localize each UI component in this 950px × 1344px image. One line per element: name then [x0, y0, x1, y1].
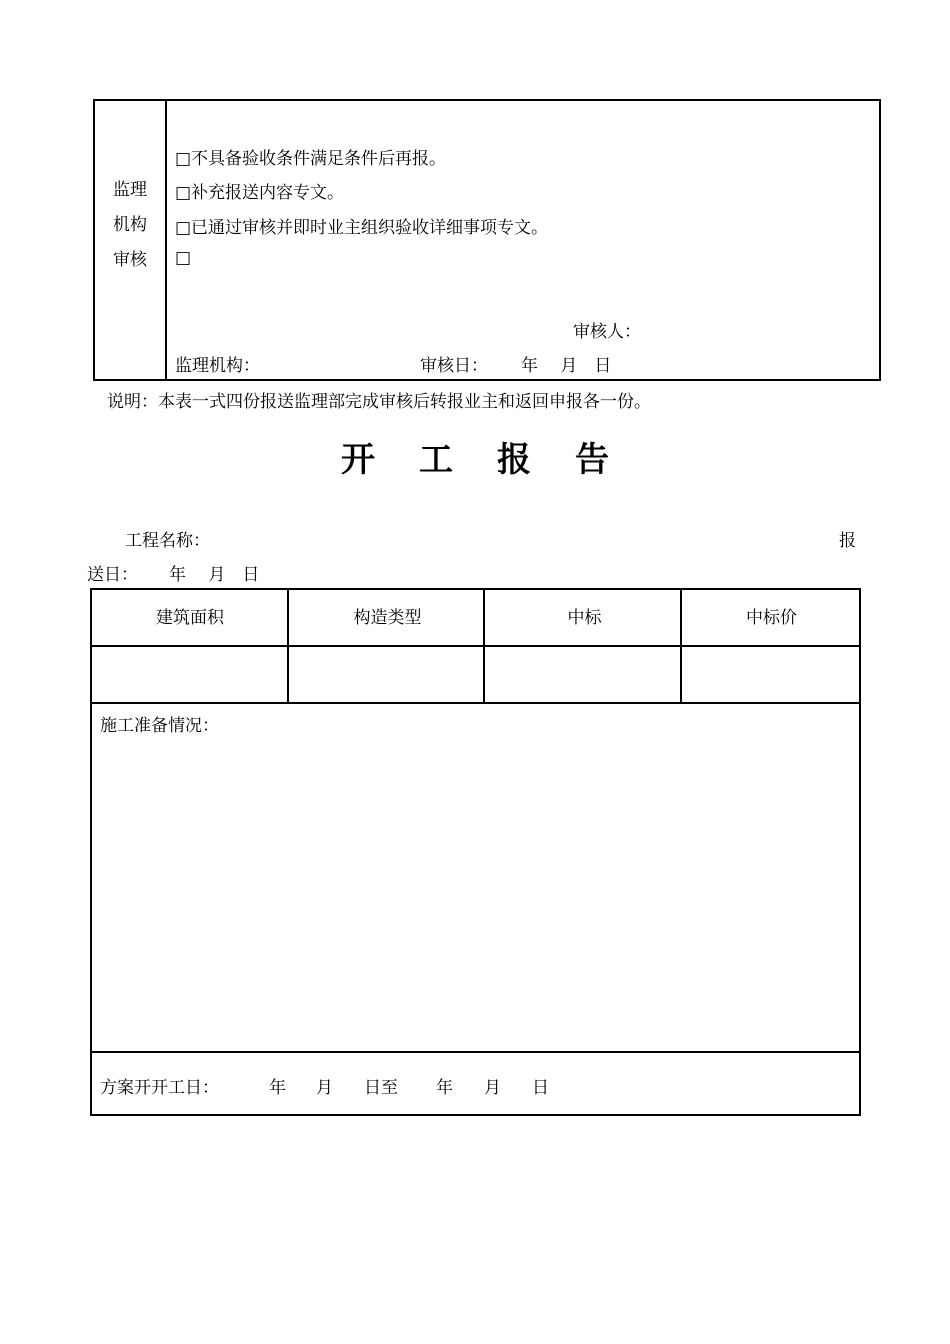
bid-price-value-cell[interactable] [684, 647, 859, 702]
table-row-divider [92, 645, 859, 647]
review-option-approved[interactable]: □已通过审核并即时业主组织验收详细事项专文。 [175, 218, 549, 238]
table-column-divider [483, 590, 485, 702]
review-box [93, 99, 881, 381]
review-divider [165, 101, 167, 379]
submit-label-part1: 报 [839, 531, 856, 551]
review-option-not-ready[interactable]: □不具备验收条件满足条件后再报。 [175, 149, 447, 169]
structure-value-cell[interactable] [290, 647, 485, 702]
review-label-line: 机构 [113, 215, 147, 235]
schedule-unit: 月 [316, 1078, 333, 1098]
review-label-line: 监理 [113, 180, 147, 200]
review-date-label: 审核日： [420, 356, 488, 376]
schedule-unit: 年 [269, 1078, 286, 1098]
schedule-unit: 月 [484, 1078, 501, 1098]
review-label-line: 审核 [113, 250, 147, 270]
prep-label: 施工准备情况： [100, 716, 219, 736]
table-column-divider [287, 590, 289, 702]
prep-content-area[interactable] [96, 730, 856, 1045]
schedule-unit: 日至 [364, 1078, 398, 1098]
schedule-label: 方案开开工日： [100, 1078, 219, 1098]
submit-label-part2: 送日： [87, 565, 138, 585]
column-header-bid: 中标 [567, 608, 602, 628]
review-label [95, 173, 165, 278]
submit-date-units: 年 月 日 [169, 565, 260, 585]
table-row-divider [92, 702, 859, 704]
table-column-divider [680, 590, 682, 702]
page-title: 开工报告 [341, 440, 653, 480]
review-option-other[interactable]: □ [175, 248, 192, 268]
column-header-bid-price: 中标价 [746, 608, 797, 628]
project-name-label: 工程名称： [125, 531, 210, 551]
schedule-unit: 年 [436, 1078, 453, 1098]
report-table [90, 588, 861, 1116]
table-row-divider [92, 1051, 859, 1053]
supervision-org-label: 监理机构： [175, 356, 260, 376]
area-value-cell[interactable] [92, 647, 288, 702]
schedule-unit: 日 [532, 1078, 549, 1098]
bid-value-cell[interactable] [487, 647, 682, 702]
form-note: 说明：本表一式四份报送监理部完成审核后转报业主和返回申报各一份。 [107, 392, 651, 412]
column-header-structure: 构造类型 [353, 608, 422, 628]
review-date-units: 年 月 日 [521, 356, 612, 376]
review-option-supplement[interactable]: □补充报送内容专文。 [175, 183, 345, 203]
column-header-area: 建筑面积 [156, 608, 224, 628]
reviewer-label: 审核人： [573, 322, 641, 342]
